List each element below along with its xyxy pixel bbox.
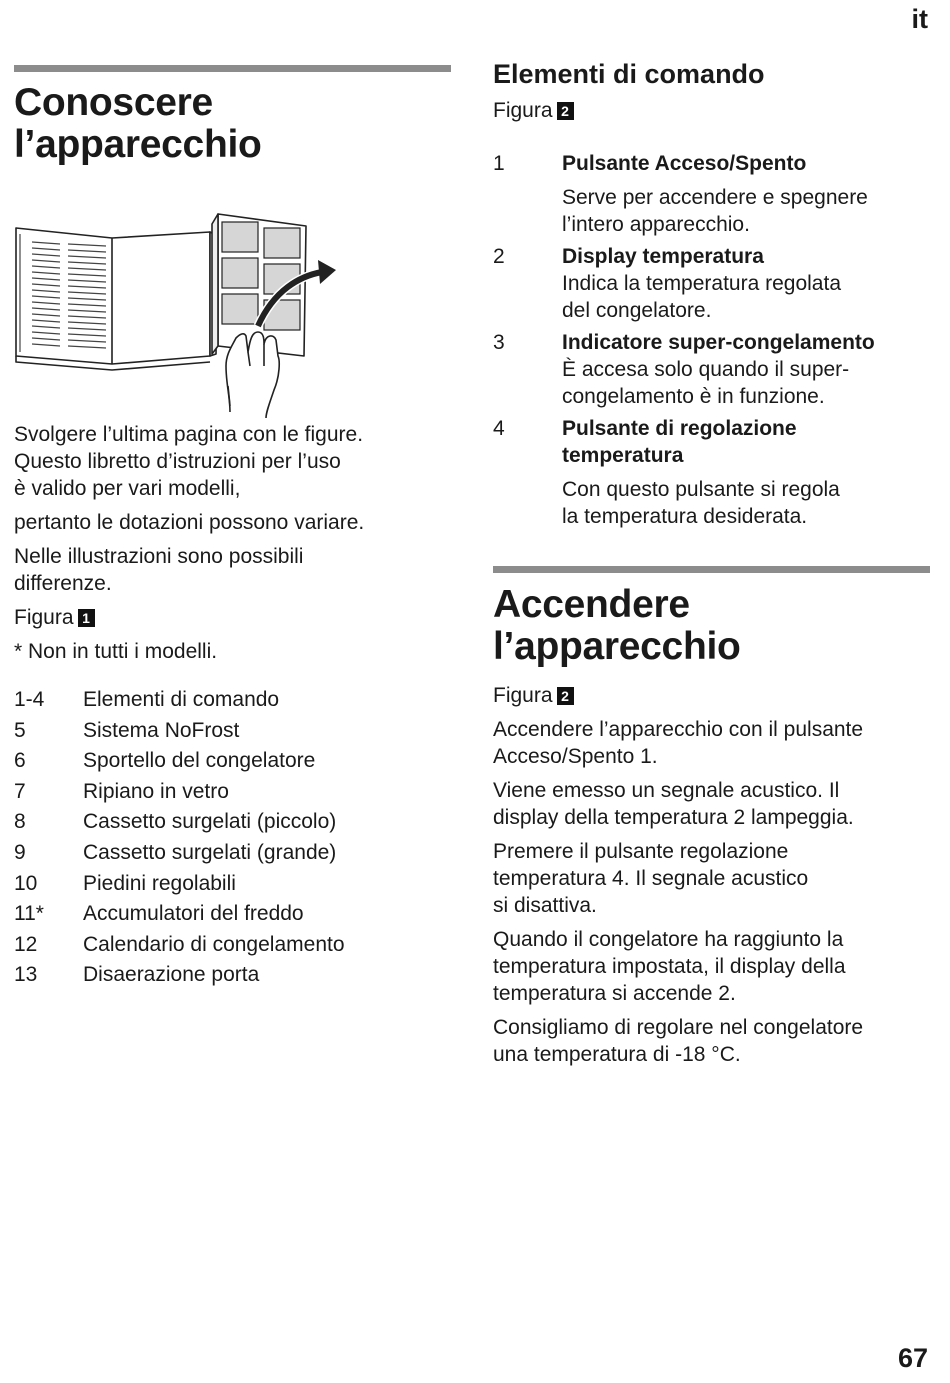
desc-line: Con questo pulsante si regola bbox=[562, 478, 840, 501]
control-number: 1 bbox=[493, 152, 505, 175]
paragraph-line: Consigliamo di regolare nel congelatore bbox=[493, 1016, 864, 1039]
diff-line: Nelle illustrazioni sono possibili bbox=[14, 545, 304, 568]
list-item bbox=[14, 777, 454, 808]
control-number: 2 bbox=[493, 245, 505, 268]
part-number: 13 bbox=[14, 963, 38, 987]
control-item bbox=[493, 243, 933, 324]
control-number: 4 bbox=[493, 417, 505, 440]
desc-line: Indica la temperatura regolata bbox=[562, 272, 841, 295]
variation-paragraph: pertanto le dotazioni possono variare. bbox=[14, 511, 365, 534]
control-item bbox=[493, 150, 933, 238]
section-title-know-appliance bbox=[14, 82, 454, 166]
page-number: 67 bbox=[897, 1343, 928, 1373]
list-item bbox=[14, 960, 454, 991]
part-label: Sportello del congelatore bbox=[83, 749, 316, 773]
left-column bbox=[14, 82, 454, 166]
part-number: 10 bbox=[14, 871, 38, 895]
part-number: 9 bbox=[14, 840, 26, 864]
figure-label: Figura bbox=[14, 606, 74, 629]
part-label: Sistema NoFrost bbox=[83, 718, 240, 742]
figure-label: Figura bbox=[493, 99, 553, 122]
part-number: 1-4 bbox=[14, 688, 45, 711]
part-label: Ripiano in vetro bbox=[83, 779, 229, 803]
switch-paragraph bbox=[493, 926, 933, 1007]
title-line-1: Conoscere bbox=[14, 81, 213, 124]
section-rule-right bbox=[493, 566, 930, 573]
desc-line: l’intero apparecchio. bbox=[562, 213, 750, 236]
part-label: Piedini regolabili bbox=[83, 871, 236, 895]
part-number: 11* bbox=[14, 902, 44, 926]
intro-paragraph bbox=[14, 421, 454, 502]
paragraph-line: Accendere l’apparecchio con il pulsante bbox=[493, 718, 864, 741]
switch-on-section bbox=[493, 584, 933, 1075]
list-item bbox=[14, 807, 454, 838]
figure-label: Figura bbox=[493, 684, 553, 707]
control-desc bbox=[562, 356, 933, 410]
figure-badge: 2 bbox=[557, 687, 574, 705]
title-line: temperatura bbox=[562, 444, 684, 467]
switch-paragraph bbox=[493, 777, 933, 831]
list-item bbox=[14, 838, 454, 869]
control-title: Indicatore super-congelamento bbox=[562, 331, 875, 354]
desc-line: congelamento è in funzione. bbox=[562, 385, 825, 408]
parts-list bbox=[14, 685, 454, 991]
controls-title: Elementi di comando bbox=[493, 59, 765, 89]
control-title bbox=[562, 415, 933, 469]
booklet-illustration bbox=[12, 206, 342, 418]
part-number: 6 bbox=[14, 749, 26, 773]
control-desc bbox=[562, 270, 933, 324]
figure-reference-2 bbox=[493, 97, 933, 124]
part-number: 5 bbox=[14, 718, 26, 742]
part-label: Accumulatori del freddo bbox=[83, 902, 304, 926]
paragraph-line: si disattiva. bbox=[493, 894, 597, 917]
part-label: Cassetto surgelati (grande) bbox=[83, 840, 337, 864]
paragraph-line: Premere il pulsante regolazione bbox=[493, 840, 789, 863]
section-rule-left bbox=[14, 65, 451, 72]
title-line-1: Accendere bbox=[493, 583, 690, 626]
desc-line: la temperatura desiderata. bbox=[562, 505, 808, 528]
title-line-2: l’apparecchio bbox=[14, 123, 262, 166]
control-number: 3 bbox=[493, 331, 505, 354]
controls-list bbox=[493, 150, 933, 530]
list-item bbox=[14, 746, 454, 777]
diff-line: differenze. bbox=[14, 572, 112, 595]
controls-section bbox=[493, 58, 933, 124]
intro-block bbox=[14, 421, 454, 672]
control-title: Display temperatura bbox=[562, 245, 764, 268]
switch-paragraph bbox=[493, 716, 933, 770]
control-item bbox=[493, 329, 933, 410]
part-label: Elementi di comando bbox=[83, 688, 280, 711]
part-label: Calendario di congelamento bbox=[83, 932, 345, 956]
switch-paragraph bbox=[493, 838, 933, 919]
differences-paragraph bbox=[14, 543, 454, 597]
paragraph-line: temperatura si accende 2. bbox=[493, 982, 736, 1005]
list-item bbox=[14, 869, 454, 900]
figure-badge: 2 bbox=[557, 102, 574, 120]
paragraph-line: Viene emesso un segnale acustico. Il bbox=[493, 779, 840, 802]
part-number: 7 bbox=[14, 779, 26, 803]
part-label: Disaerazione porta bbox=[83, 963, 260, 987]
paragraph-line: temperatura 4. Il segnale acustico bbox=[493, 867, 809, 890]
intro-line: Questo libretto d’istruzioni per l’uso bbox=[14, 450, 341, 473]
list-item bbox=[14, 899, 454, 930]
control-desc bbox=[562, 184, 933, 238]
title-line: Pulsante di regolazione bbox=[562, 417, 797, 440]
paragraph-line: una temperatura di -18 °C. bbox=[493, 1043, 741, 1066]
intro-line: Svolgere l’ultima pagina con le figure. bbox=[14, 423, 364, 446]
control-item bbox=[493, 415, 933, 530]
desc-line: Serve per accendere e spegnere bbox=[562, 186, 868, 209]
intro-line: è valido per vari modelli, bbox=[14, 477, 241, 500]
switch-paragraph bbox=[493, 1014, 933, 1068]
part-label: Cassetto surgelati (piccolo) bbox=[83, 810, 337, 834]
paragraph-line: display della temperatura 2 lampeggia. bbox=[493, 806, 854, 829]
paragraph-line: temperatura impostata, il display della bbox=[493, 955, 846, 978]
figure-reference-2b bbox=[493, 682, 933, 709]
title-line-2: l’apparecchio bbox=[493, 625, 741, 668]
desc-line: È accesa solo quando il super- bbox=[562, 358, 850, 381]
list-item bbox=[14, 685, 454, 716]
list-item bbox=[14, 716, 454, 747]
part-number: 12 bbox=[14, 932, 38, 956]
language-tag: it bbox=[911, 4, 928, 34]
paragraph-line: Quando il congelatore ha raggiunto la bbox=[493, 928, 844, 951]
figure-badge: 1 bbox=[78, 609, 95, 627]
paragraph-line: Acceso/Spento 1. bbox=[493, 745, 658, 768]
footnote: * Non in tutti i modelli. bbox=[14, 640, 218, 663]
section-title-switch-on bbox=[493, 584, 933, 668]
control-desc bbox=[562, 476, 933, 530]
figure-reference-1 bbox=[14, 604, 454, 631]
control-title: Pulsante Acceso/Spento bbox=[562, 152, 807, 175]
list-item bbox=[14, 930, 454, 961]
desc-line: del congelatore. bbox=[562, 299, 712, 322]
part-number: 8 bbox=[14, 810, 26, 834]
